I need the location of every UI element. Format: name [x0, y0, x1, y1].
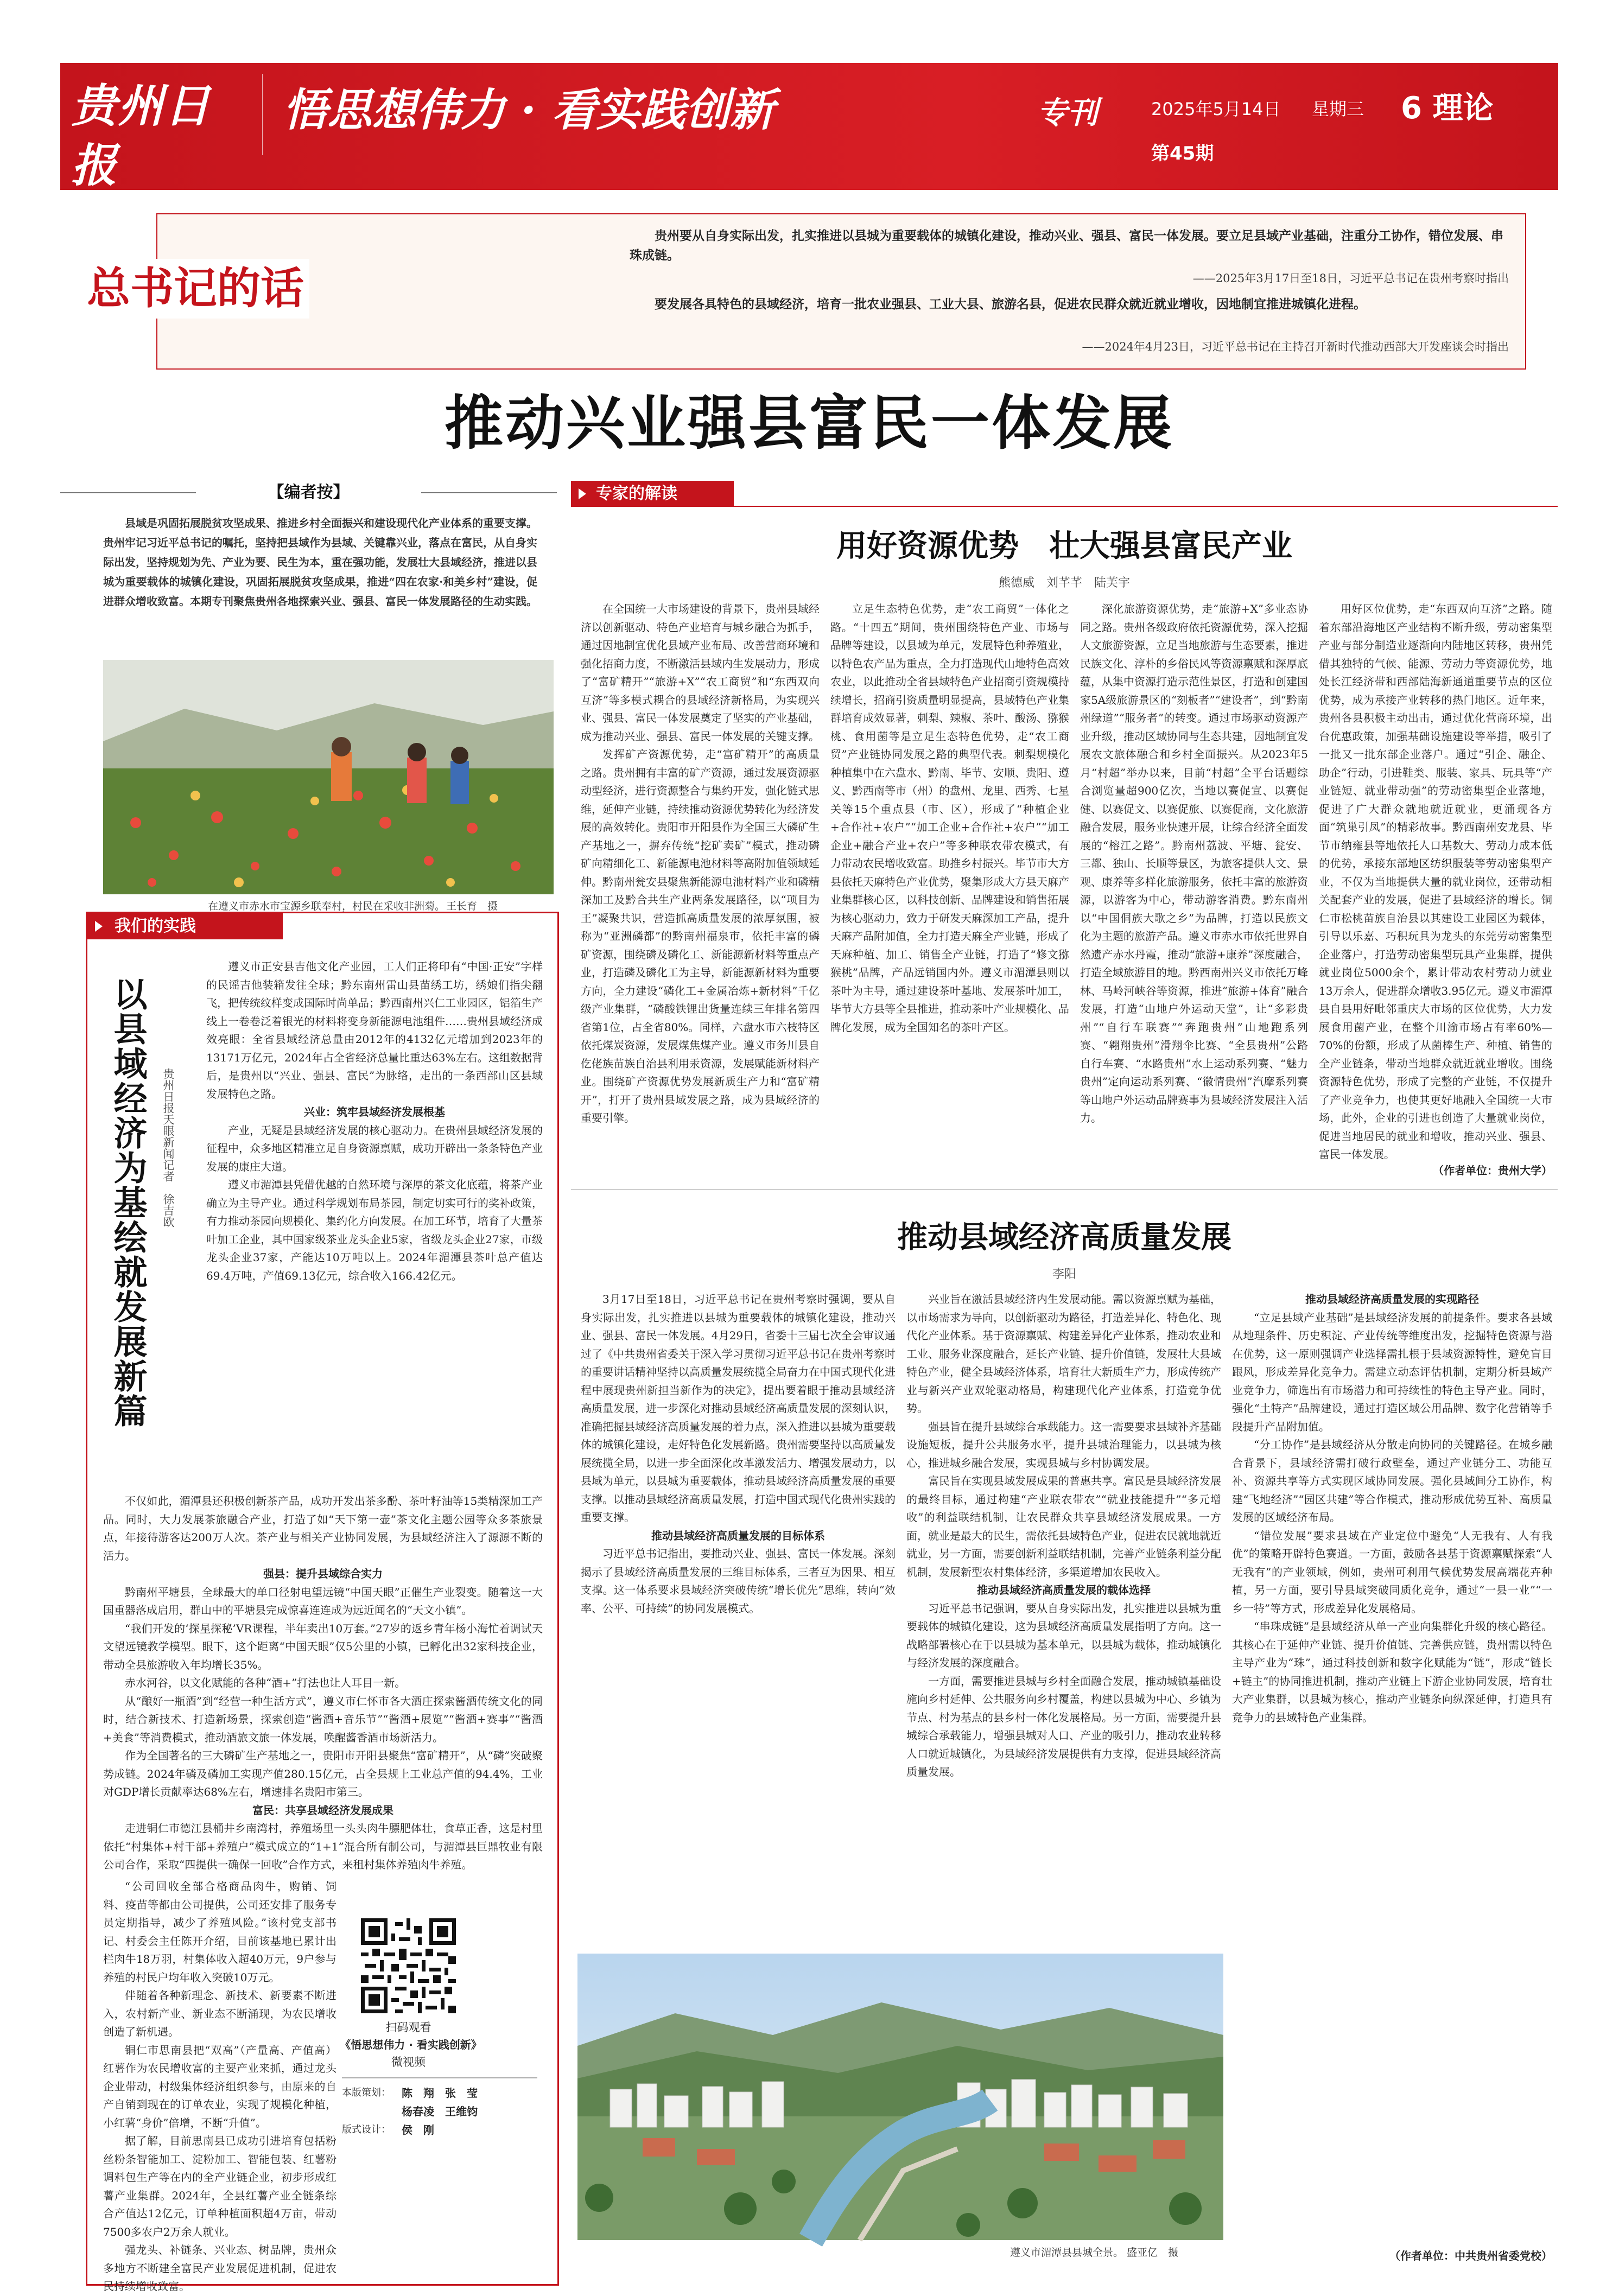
- article1-col2: [830, 600, 1069, 1181]
- practice-section-3-p1: 走进铜仁市德江县桶井乡南湾村，养殖场里一头头肉牛膘肥体壮，食草正香，这是村里依托“村集体+村干部+养殖户”模式成立的“1+1”混合所有制公司，与湄潭县巨鼎牧业有限公司合作，采取“四提供一确保一回收”合作方式，来租村集体养殖肉牛养殖。: [103, 1822, 543, 1871]
- practice-section-3-p4: 铜仁市思南县把“双高”（产量高、产值高）红薯作为农民增收富的主要产业来抓，通过龙头企业带动，村级集体经济组织参与，由原来的自产自销到现在的订单农业，实现了规模化种植，小红薯“身价”倍增，不断“升值”。: [103, 2043, 337, 2129]
- county-photo-caption: 遵义市湄潭县县城全景。: [1010, 2247, 1123, 2259]
- practice-section-2-p2: “我们开发的‘探星探秘’VR课程，半年卖出10万套。”27岁的返乡青年杨小海忙着调试天文望远镜教学模型。眼下，这个距离“中国天眼”仅5公里的小镇，已孵化出32家科技企业，带动全县旅游收入年均增长35%。: [103, 1621, 543, 1671]
- qr-caption: 扫码观看: [385, 2021, 431, 2034]
- practice-section-3-p3: 伴随着各种新理念、新技术、新要素不断进入，农村新产业、新业态不断涌现，为农民增收创造了新机遇。: [103, 1989, 337, 2038]
- expert-tag-label: 专家的解读: [596, 484, 677, 503]
- article2-heading-1: 推动县域经济高质量发展的目标体系: [651, 1529, 825, 1542]
- practice-tag-label: 我们的实践: [115, 917, 196, 936]
- editor-note-label: 【编者按】: [268, 483, 350, 502]
- main-headline: 推动兴业强县富民一体发展: [444, 390, 1174, 457]
- article2-p5: 富民旨在实现县域发展成果的普惠共享。富民是县域经济发展的最终目标，通过构建“产业联农带农”“就业技能提升”“多元增收”的利益联结机制，让农民群众共享县域经济发展成果。一方面，就业是最大的民生，需依托县域特色产业，促进农民就地就近就业，另一方面，需要创新利益联结机制，完善产业链条利益分配机制，发展新型农村集体经济，多渠道增加农民收入。: [906, 1474, 1221, 1579]
- article2-p4: 强县旨在提升县域综合承载能力。这一需要要求县域补齐基础设施短板，提升公共服务水平，提升县城治理能力，以县城为核心，推进城乡融合发展，实现县城与乡村协调发展。: [906, 1420, 1221, 1470]
- quote-box: [87, 213, 1526, 370]
- issue-weekday: 星期三: [1312, 99, 1364, 119]
- article2-p3: 兴业旨在激活县域经济内生发展动能。需以资源禀赋为基础，以市场需求为导向，以创新驱动为路径，打造差异化、特色化、现代化产业体系。基于资源禀赋、构建差异化产业体系，推动农业和工业、服务业深度融合，延长产业链、提升价值链，发展壮大县域特色产业，健全县域经济体系，培育壮大新质生产力，形成传统产业与新兴产业双轮驱动格局，构建现代化产业体系，打造竞争优势。: [906, 1293, 1221, 1415]
- masthead-divider: [262, 74, 263, 155]
- article1-col1: [581, 600, 820, 1181]
- practice-lower-column: [103, 1878, 337, 2293]
- banner-title: 悟思想伟力 · 看实践创新: [283, 84, 774, 136]
- quote-2-text: 要发展各具特色的县域经济，培育一批农业强县、工业大县、旅游名县，促进农民群众就近就业增收，因地制宜推进城镇化进程。: [655, 297, 1366, 311]
- practice-tag-arrow-icon: [95, 921, 103, 932]
- article2-p8: “立足县域产业基础”是县域经济发展的前提条件。要求各县域从地理条件、历史积淀、产业传统等维度出发，挖掘特色资源与潜在优势，这一原则强调产业选择需扎根于县域资源特性，避免盲目跟风，形成差异化竞争力。需建立动态评估机制，定期分析县域产业竞争力，筛选出有市场潜力和可持续性的特色主导产业。同时，强化“土特产”品牌建设，通过打造区域公用品牌、数字化营销等手段提升产品附加值。: [1232, 1311, 1552, 1433]
- qr-code-icon: [361, 1918, 456, 2013]
- practice-section-3-p2: “公司回收全部合格商品肉牛，购销、饲料、疫苗等都由公司提供，公司还安排了服务专员定期指导，减少了养殖风险。”该村党支部书记、村委会主任陈开介绍，目前该基地已累计出栏肉牛18万羽，村集体收入超40万元，9户参与养殖的村民户均年收入突破10万元。: [103, 1880, 337, 1984]
- article2-heading-2: 推动县域经济高质量发展的载体选择: [977, 1583, 1151, 1597]
- qr-sub: 微视频: [391, 2056, 426, 2069]
- article1-p4: 深化旅游资源优势，走“旅游+X”多业态协同之路。贵州各级政府依托资源优势，深入挖掘人文旅游资源，立足当地旅游与生态要素，推进民族文化、淳朴的乡俗民风等资源禀赋和深厚底蕴，从集中资源打造示范性景区，打造和创建国家5A级旅游景区的“刻板者”“建设者”，到“黔南州绿道”“服务者”的转变。通过市场驱动资源产业升级，推动区域协同与生态共建，因地制宜发展农文旅体融合和乡村全面振兴。从2023年5月“村超”举办以来，目前“村超”全平台话题综合浏览量超900亿次，当地以赛促宣、以赛促健、以赛促文、以赛促旅、以赛促商，文化旅游融合发展，服务业快速开展，让综合经济全面发展的“榕江之路”。黔南州荔波、平塘、瓮安、三都、独山、长顺等景区，为旅客提供人文、景观、康养等多样化旅游服务，依托丰富的旅游资源，以游客为中心，带动游客消费。黔东南州以“中国侗族大歌之乡”为品牌，打造以民族文化为主题的旅游产品。遵义市赤水市依托世界自然遗产赤水丹霞，推动“旅游+康养”深度融合，打造全域旅游目的地。黔西南州兴义市依托万峰林、马岭河峡谷等资源，推进“旅游+体育”融合发展，打造“山地户外运动天堂”，让“多彩贵州”“自行车联赛”“奔跑贵州”山地跑系列赛、“翱翔贵州”滑翔伞比赛、“全县贵州”公路自行车赛、“水路贵州”水上运动系列赛、“魅力贵州”定向运动系列赛、“徽情贵州”汽摩系列赛等山地户外运动品牌赛事为县域经济发展注入活力。: [1080, 602, 1308, 1124]
- credit-1-label: 本版策划：: [342, 2087, 391, 2098]
- practice-section-3-p5: 据了解，目前思南县已成功引进培育包括粉丝粉条智能加工、淀粉加工、智能包装、红薯粉调料包生产等在内的全产业链企业，初步形成红薯产业集群。2024年，全县红薯产业全链条综合产值达12亿元，订单种植面积超4万亩，带动7500多农户2万余人就业。: [103, 2134, 337, 2238]
- quote-1-text: 贵州要从自身实际出发，扎实推进以县城为重要载体的城镇化建设，推动兴业、强县、富民一体发展。要立足县域产业基础，注重分工协作，错位发展、串珠成链。: [630, 229, 1503, 263]
- article2-col3: [1232, 1290, 1552, 2246]
- article2-p6: 习近平总书记强调，要从自身实际出发，扎实推进以县城为重要载体的城镇化建设，这为县域经济高质量发展指明了方向。这一战略部署核心在于以县城为基本单元，以县城为载体，推动城镇化与经济发展的深度融合。: [906, 1601, 1221, 1669]
- article2-p2: 习近平总书记指出，要推动兴业、强县、富民一体发展。深刻揭示了县域经济高质量发展的三维目标体系，三者互为因果、相互支撑。这一体系要求县域经济突破传统“增长优先”思维，转向“效率、公平、可持续”的协同发展模式。: [581, 1547, 896, 1615]
- quote-1-source: ——2025年3月17日至18日，习近平总书记在贵州考察时指出: [1192, 272, 1509, 285]
- issue-date: 2025年5月14日: [1151, 99, 1281, 119]
- article2-col2: [906, 1290, 1221, 1947]
- article2-p7: 一方面，需要推进县城与乡村全面融合发展，推动城镇基础设施向乡村延伸、公共服务向乡村覆盖，构建以县城为中心、乡镇为节点、村为基点的县乡村一体化发展格局。另一方面，需要提升县城综合承载能力，增强县城对人口、产业的吸引力，推动农业转移人口就近城镇化，为县域经济发展提供有力支撑，促进县域经济高质量发展。: [906, 1674, 1221, 1778]
- practice-section-2-heading: 强县：提升县域综合实力: [263, 1567, 383, 1580]
- credit-1-value: 陈 翔 张 莹: [402, 2087, 478, 2100]
- editor-note-text: 县域是巩固拓展脱贫攻坚成果、推进乡村全面振兴和建设现代化产业体系的重要支撑。贵州牢记习近平总书记的嘱托，坚持把县域作为县域、关键靠兴业，落点在富民，从自身实际出发，坚持规划为先、产业为要、民生为本，重在强功能，发展壮大县域经济，推进以县城为重要载体的城镇化建设，巩固拓展脱贫攻坚成果，推进“四在农家·和美乡村”建设，促进群众增收致富。本期专刊聚焦贵州各地探索兴业、强县、富民一体发展路径的生动实践。: [103, 517, 537, 608]
- article1-byline: 熊德威 刘芊芊 陆芙宇: [998, 576, 1130, 590]
- article2-col1: [581, 1290, 896, 1947]
- issue-number: 第45期: [1151, 143, 1214, 164]
- practice-section-2-p5: 作为全国著名的三大磷矿生产基地之一，贵阳市开阳县聚焦“富矿精开”，从“磷”突破聚势成链。2024年磷及磷加工实现产值280.15亿元，占全县规上工业总产值的94.4%，工业对GDP增长贡献率达68%左右，增速排名贵阳市第三。: [103, 1749, 543, 1798]
- article2-title: 推动县域经济高质量发展: [897, 1220, 1231, 1255]
- editor-note-rule-right: [421, 492, 557, 493]
- practice-section-3-heading: 富民：共享县域经济发展成果: [252, 1803, 393, 1817]
- article2-p9: “分工协作”是县域经济从分散走向协同的关键路径。在城乡融合背景下，县域经济需打破行政壁垒，通过产业链分工、功能互补、资源共享等方式实现区域协同发展。强化县域间分工协作，构建“飞地经济”“园区共建”等合作模式，推动形成优势互补、高质量发展的区域经济布局。: [1232, 1438, 1552, 1524]
- article1-author: （作者单位：贵州大学）: [1433, 1164, 1552, 1177]
- article2-p10: “错位发展”要求县域在产业定位中避免“人无我有、人有我优”的策略开辟特色赛道。一方面，鼓励各县基于资源禀赋探索“人无我有”的产业领域，例如，贵州可利用气候优势发展高端花卉种植，另一方面，要引导县域突破同质化竞争，通过“一县一业”“一乡一特”等方式，形成差异化发展格局。: [1232, 1529, 1552, 1615]
- editor-photo-caption: 在遵义市赤水市宝源乡联奉村，村民在采收非洲菊。: [207, 900, 445, 912]
- practice-section-3-p6: 强龙头、补链条、兴业态、树品牌，贵州众多地方不断建全富民产业发展促进机制，促进农民持续增收致富。: [103, 2243, 337, 2293]
- expert-tag-arrow-icon: [579, 488, 586, 499]
- practice-section-1-heading: 兴业：筑牢县域经济发展根基: [304, 1105, 445, 1118]
- practice-byline: 贵州日报天眼新闻记者 徐吉欧: [162, 1068, 175, 1227]
- article1-p1: 在全国统一大市场建设的背景下，贵州县域经济以创新驱动、特色产业培育与城乡融合为抓手，通过因地制宜优化县域产业布局、改善营商环境和强化招商力度，不断激活县域内生发展动力，形成了“富矿精开”“旅游+X”“农工商贸”和“东西双向互济”等多模式耦合的县域经济新格局，为实现兴业、强县、富民一体发展奠定了坚实的产业基础，成为推动兴业、强县、富民一体发展的关键支撑。: [581, 602, 820, 743]
- practice-section-2-p3: 赤水河谷，以文化赋能的各种“酒+”打法也让人耳目一新。: [125, 1676, 406, 1689]
- practice-title: 以县域经济为基绘就发展新篇: [108, 977, 148, 1428]
- masthead: [60, 63, 1558, 190]
- qr-title: 《悟思想伟力 · 看实践创新》: [340, 2038, 482, 2051]
- county-photo-credit: 盛亚亿 摄: [1127, 2247, 1179, 2259]
- expert-tag: [571, 481, 734, 507]
- article1-p5: 用好区位优势，走“东西双向互济”之路。随着东部沿海地区产业结构不断升级，劳动密集型产业与部分制造业逐渐向内陆地区转移，贵州凭借其独特的气候、能源、劳动力等资源优势，地处长江经济带和西部陆海新通道重要节点的区位优势，成为承接产业转移的热门地区。近年来，贵州各县积极主动出击，通过优化营商环境，出台优惠政策，加强基础设施建设等举措，吸引了一批又一批东部企业落户。通过“引企、融企、助企”行动，引进鞋类、服装、家具、玩具等“产业链短、就业带动强”的劳动密集型企业落地，促进了广大群众就地就近就业，更涌现各方面“筑巢引凤”的精彩故事。黔西南州安龙县、毕节市纳雍县等地依托人口基数大、劳动力成本低的优势，承接东部地区纺织服装等劳动密集型产业，不仅为当地提供大量的就业岗位，还带动相关配套产业的发展，促进了县域经济的增长。铜仁市松桃苗族自治县以其建设工业园区为载体，引导以乐嘉、巧积玩具为龙头的东莞劳动密集型企业落户，打造劳动密集型玩具产业集群，提供就业岗位5000余个，累计带动农村劳动力就业13万余人，促进群众增收3.95亿元。遵义市湄潭县自县用好毗邻重庆大市场的区位优势，大力发展食用菌产业，在整个川渝市场占有率60%—70%的份额，形成了从菌棒生产、种植、销售的全产业链条，带动当地群众就近就业增收。围绕资源特色优势，形成了完整的产业链，不仅提升了产业竞争力，也使其更好地融入全国统一大市场，此外，企业的引进也创造了大量就业岗位，促进当地居民的就业和增收，推动兴业、强县、富民一体发展。: [1319, 602, 1552, 1161]
- county-photo: [577, 1954, 1223, 2240]
- credit-2-value: 杨春凌 王维钧: [402, 2105, 478, 2118]
- practice-section-2-p4: 从“酿好一瓶酒”到“经营一种生活方式”，遵义市仁怀市各大酒庄探索酱酒传统文化的同时，结合新技术、打造新场景，探索创造“酱酒+音乐节”“酱酒+展览”“酱酒+赛事”“酱酒+美食”等消费模式，推动酒旅文旅一体发展，唤醒酱香酒市场新活力。: [103, 1694, 543, 1744]
- banner-suffix: 专刊: [1037, 96, 1098, 131]
- county-photo-illustration: [577, 1954, 1223, 2240]
- expert-tag-rule: [734, 506, 1558, 507]
- practice-section-2-p1: 黔南州平塘县，全球最大的单口径射电望远镜“中国天眼”正催生产业裂变。随着这一大国重器落成启用，群山中的平塘县完成惊喜连连成为远近闻名的“天文小镇”。: [103, 1585, 543, 1617]
- practice-intro: 遵义市正安县吉他文化产业园，工人们正将印有“中国·正安”字样的民谣吉他装箱发往全球；黔东南州雷山县苗绣工坊，绣娘们指尖翻飞，把传统纹样变成国际时尚单品；黔西南州兴仁工业园区，铝箔生产线上一卷卷泛着银光的材料将变身新能源电池组件……贵州县域经济成效亮眼：全省县域经济总量由2012年的4132亿元增加到2023年的13171万亿元，2024年占全省经济总量比重达63%左右。这组数据背后，是贵州以“兴业、强县、富民”为脉络，走出的一条西部山区县域发展特色之路。: [206, 960, 543, 1101]
- practice-section-1-p2: 遵义市湄潭县凭借优越的自然环境与深厚的茶文化底蕴，将茶产业确立为主导产业。通过科学规划布局茶园，制定切实可行的奖补政策，有力推动茶园向规模化、集约化方向发展。在加工环节，培育了大量茶叶加工企业，其中国家级茶业龙头企业5家，省级龙头企业27家，市级龙头企业37家，产能达10万吨以上。2024年湄潭县茶叶总产值达69.4万吨，产值69.13亿元，综合收入166.42亿元。: [206, 1178, 543, 1282]
- editor-photo-illustration: [103, 660, 554, 894]
- editor-photo-credit: 王长育 摄: [446, 900, 498, 912]
- practice-body-column: [103, 1492, 543, 1875]
- article1-p3: 立足生态特色优势，走“农工商贸”一体化之路。“十四五”期间，贵州围绕特色产业、市场与品牌等建设，以县域为单元，发展特色种养殖业，以特色农产品为重点，全力打造现代山地特色高效农业，以此推动全省县域特色产业招商引资规模持续增长，招商引资质量明显提高，县域特色产业集群培育成效显著，刺梨、辣椒、茶叶、酸汤、猕猴桃、食用菌等是立足生态特色优势，走“农工商贸”产业链协同发展之路的典型代表。刺梨规模化种植集中在六盘水、黔南、毕节、安顺、贵阳、遵义、黔西南等市（州）的盘州、龙里、西秀、七星关等15个重点县（市、区），形成了“种植企业+合作社+农户”“加工企业+合作社+农户”“加工企业+融合产业+农户”等多种联农带农模式，有力带动农民增收致富。助推乡村振兴。毕节市大方县依托天麻特色产业优势，聚集形成大方县天麻产业集群核心区，以科技创新、品牌建设和销售拓展为核心驱动力，致力于研发天麻深加工产品，提升天麻产品附加值，全力打造天麻全产业链，形成了天麻种植、加工、销售全产业链，打造了“修文猕猴桃”品牌，产品远销国内外。遵义市湄潭县则以茶叶为主导，通过建设茶叶基地、发展茶叶加工，毕节大方县等全县推进，推动茶叶产业规模化、品牌化发展，成为全国知名的茶叶产区。: [830, 602, 1069, 1034]
- credit-3-label: 版式设计：: [342, 2124, 391, 2135]
- editor-note-rule: [60, 492, 196, 493]
- practice-tag: [87, 913, 283, 939]
- article1-title: 用好资源优势 壮大强县富民产业: [836, 529, 1292, 564]
- editor-photo: [103, 660, 554, 894]
- article2-p1: 3月17日至18日，习近平总书记在贵州考察时强调，要从自身实际出发，扎实推进以县城为重要载体的城镇化建设，推动兴业、强县、富民一体发展。4月29日，省委十三届七次全会审议通过了《中共贵州省委关于深入学习贯彻习近平总书记在贵州考察时的重要讲话精神坚持以高质量发展统揽全局奋力在中国式现代化进程中展现贵州新担当新作为的决定》，提出要着眼于推动县域经济高质量发展，进一步深化对推动县域经济高质量发展的深刻认识，准确把握县域经济高质量发展的着力点，深入推进以县城为重要载体的城镇化建设，走好特色化发展新路。贵州需要坚持以高质量发展统揽全局，以进一步全面深化改革激发活力、增强发展动力，以县域为单元，以县城为重要载体，推动县域经济高质量发展的重要支撑。以推动县域经济高质量发展，打造中国式现代化贵州实践的重要支撑。: [581, 1293, 896, 1524]
- masthead-logo: 贵州日报: [71, 79, 212, 192]
- article2-heading-3: 推动县域经济高质量发展的实现路径: [1305, 1293, 1479, 1306]
- quote-2-source: ——2024年4月23日，习近平总书记在主持召开新时代推动西部大开发座谈会时指出: [1082, 340, 1509, 353]
- article2-p11: “串珠成链”是县域经济从单一产业向集群化升级的核心路径。其核心在于延伸产业链、提升价值链、完善供应链，贵州需以特色主导产业为“珠”，通过科技创新和数字化赋能为“链”，形成“链长+链主”的协同推进机制，推动产业链上下游企业协同发展，培育壮大产业集群，以县城为核心，推动产业链条向纵深延伸，打造具有竞争力的县域特色产业集群。: [1232, 1620, 1552, 1724]
- practice-intro-column: [206, 958, 543, 1487]
- article2-byline: 李阳: [1052, 1268, 1076, 1281]
- article1-col3: [1080, 600, 1308, 1181]
- practice-section-1-p1: 产业，无疑是县域经济发展的核心驱动力。在贵州县域经济发展的征程中，众多地区精准立足自身资源禀赋，成功开辟出一条条特色产业发展的康庄大道。: [206, 1123, 543, 1173]
- page-number: 6 理论: [1401, 91, 1494, 126]
- practice-section-1-p3: 不仅如此，湄潭县还积极创新茶产品，成功开发出茶多酚、茶叶籽油等15类精深加工产品。同时，大力发展茶旅融合产业，打造了如“天下第一壶”茶文化主题公园等众多茶旅景点，年接待游客达200万人次。茶产业与相关产业协同发展，为县域经济注入了源源不断的活力。: [103, 1494, 543, 1562]
- article1-col4: [1319, 600, 1552, 1159]
- credits-rule: [342, 2077, 537, 2078]
- article2-author: （作者单位：中共贵州省委党校）: [1389, 2249, 1552, 2262]
- credit-3-value: 侯 刚: [402, 2123, 434, 2136]
- article1-p2: 发挥矿产资源优势，走“富矿精开”的高质量之路。贵州拥有丰富的矿产资源，通过发展资源驱动型经济，进行资源整合与集约开发，强化链式思维，延伸产业链，持续推动资源优势转化为经济发展的高效转化。贵阳市开阳县作为全国三大磷矿生产基地之一，摒弃传统“挖矿卖矿”模式，推动磷矿向精细化工、新能源电池材料等高附加值领域延伸。黔南州瓮安县聚焦新能源电池材料产业和磷精深加工及黔合共生产业两条发展路径，以“项目为王”凝聚共识，营造抓高质量发展的浓厚氛围，被称为“亚洲磷都”的黔南州福泉市，依托丰富的磷矿资源，围绕磷及磷化工、新能源新材料等重点产业，打造磷及磷化工为主导，新能源新材料为重要方向，全力建设“磷化工+金属冶炼+新材料”千亿级产业集群，“磷酸铁锂出货量连续三年排名第四省第1位，占全省80%。同样，六盘水市六枝特区依托煤炭资源，发展煤焦煤产业。遵义市务川县自仡佬族苗族自治县利用汞资源，发展赋能新材料产业。围绕矿产资源优势发展新质生产力和“富矿精开”，打开了贵州县域发展之路，成为县域经济的重要引擎。: [581, 748, 820, 1124]
- quote-label: 总书记的话: [81, 259, 309, 319]
- qr-code[interactable]: [361, 1918, 456, 2013]
